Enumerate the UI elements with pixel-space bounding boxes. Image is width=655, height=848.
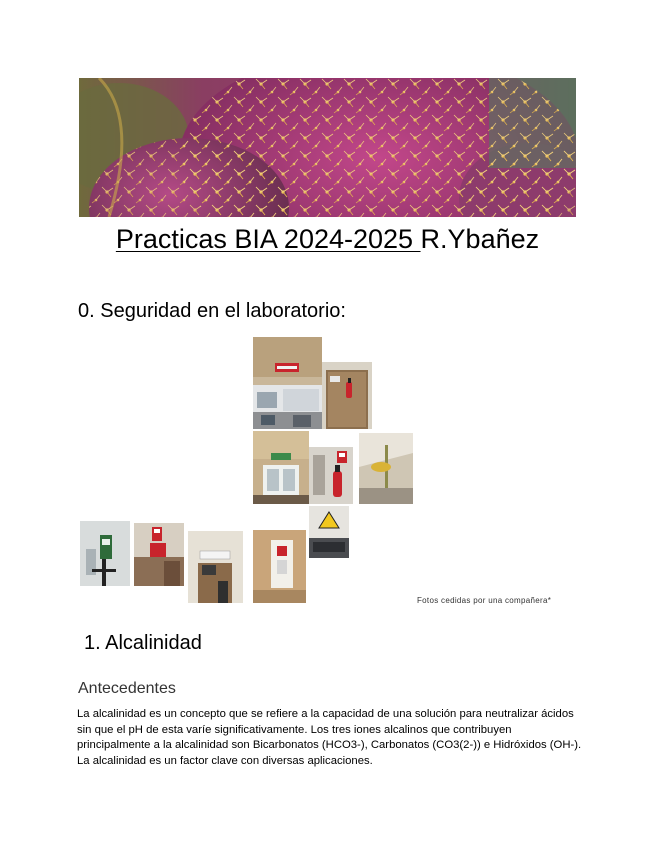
photo-lab-exit-sign xyxy=(253,337,322,429)
photo-red-fire-sign xyxy=(134,523,184,586)
photo-warning-sign xyxy=(309,506,349,558)
photo-safety-cabinet xyxy=(253,530,306,603)
title-main: Practicas BIA 2024-2025 xyxy=(115,224,421,254)
photo-corridor-exit xyxy=(253,431,309,504)
photo-extinguisher xyxy=(309,447,353,504)
photo-caption: Fotos cedidas por una compañera* xyxy=(417,596,552,605)
photo-door-extinguisher xyxy=(322,362,372,429)
document-title xyxy=(0,222,655,256)
banner-cactus-image xyxy=(79,78,576,217)
photo-emergency-shower xyxy=(359,433,413,504)
photo-door-sign xyxy=(188,531,243,603)
section-heading-alcalinidad: 1. Alcalinidad xyxy=(84,632,202,654)
title-author: R.Ybañez xyxy=(420,224,540,254)
paragraph-antecedentes: La alcalinidad es un concepto que se refiere a la capacidad de una solución para neutralizar ácidos sin que el pH de esta varíe significativamente. Los tres iones alcalinos que contribuyen principalmente a la alcalinidad son Bicarbonatos (HCO3-), Carbonatos (CO3(2-)) e Hidróxidos (OH-). La alcalinidad es un factor clave con diversas aplicaciones. xyxy=(77,708,582,767)
subheading-antecedentes: Antecedentes xyxy=(78,680,176,697)
photo-green-sign-corridor xyxy=(80,521,130,586)
section-heading-seguridad: 0. Seguridad en el laboratorio: xyxy=(78,300,346,322)
